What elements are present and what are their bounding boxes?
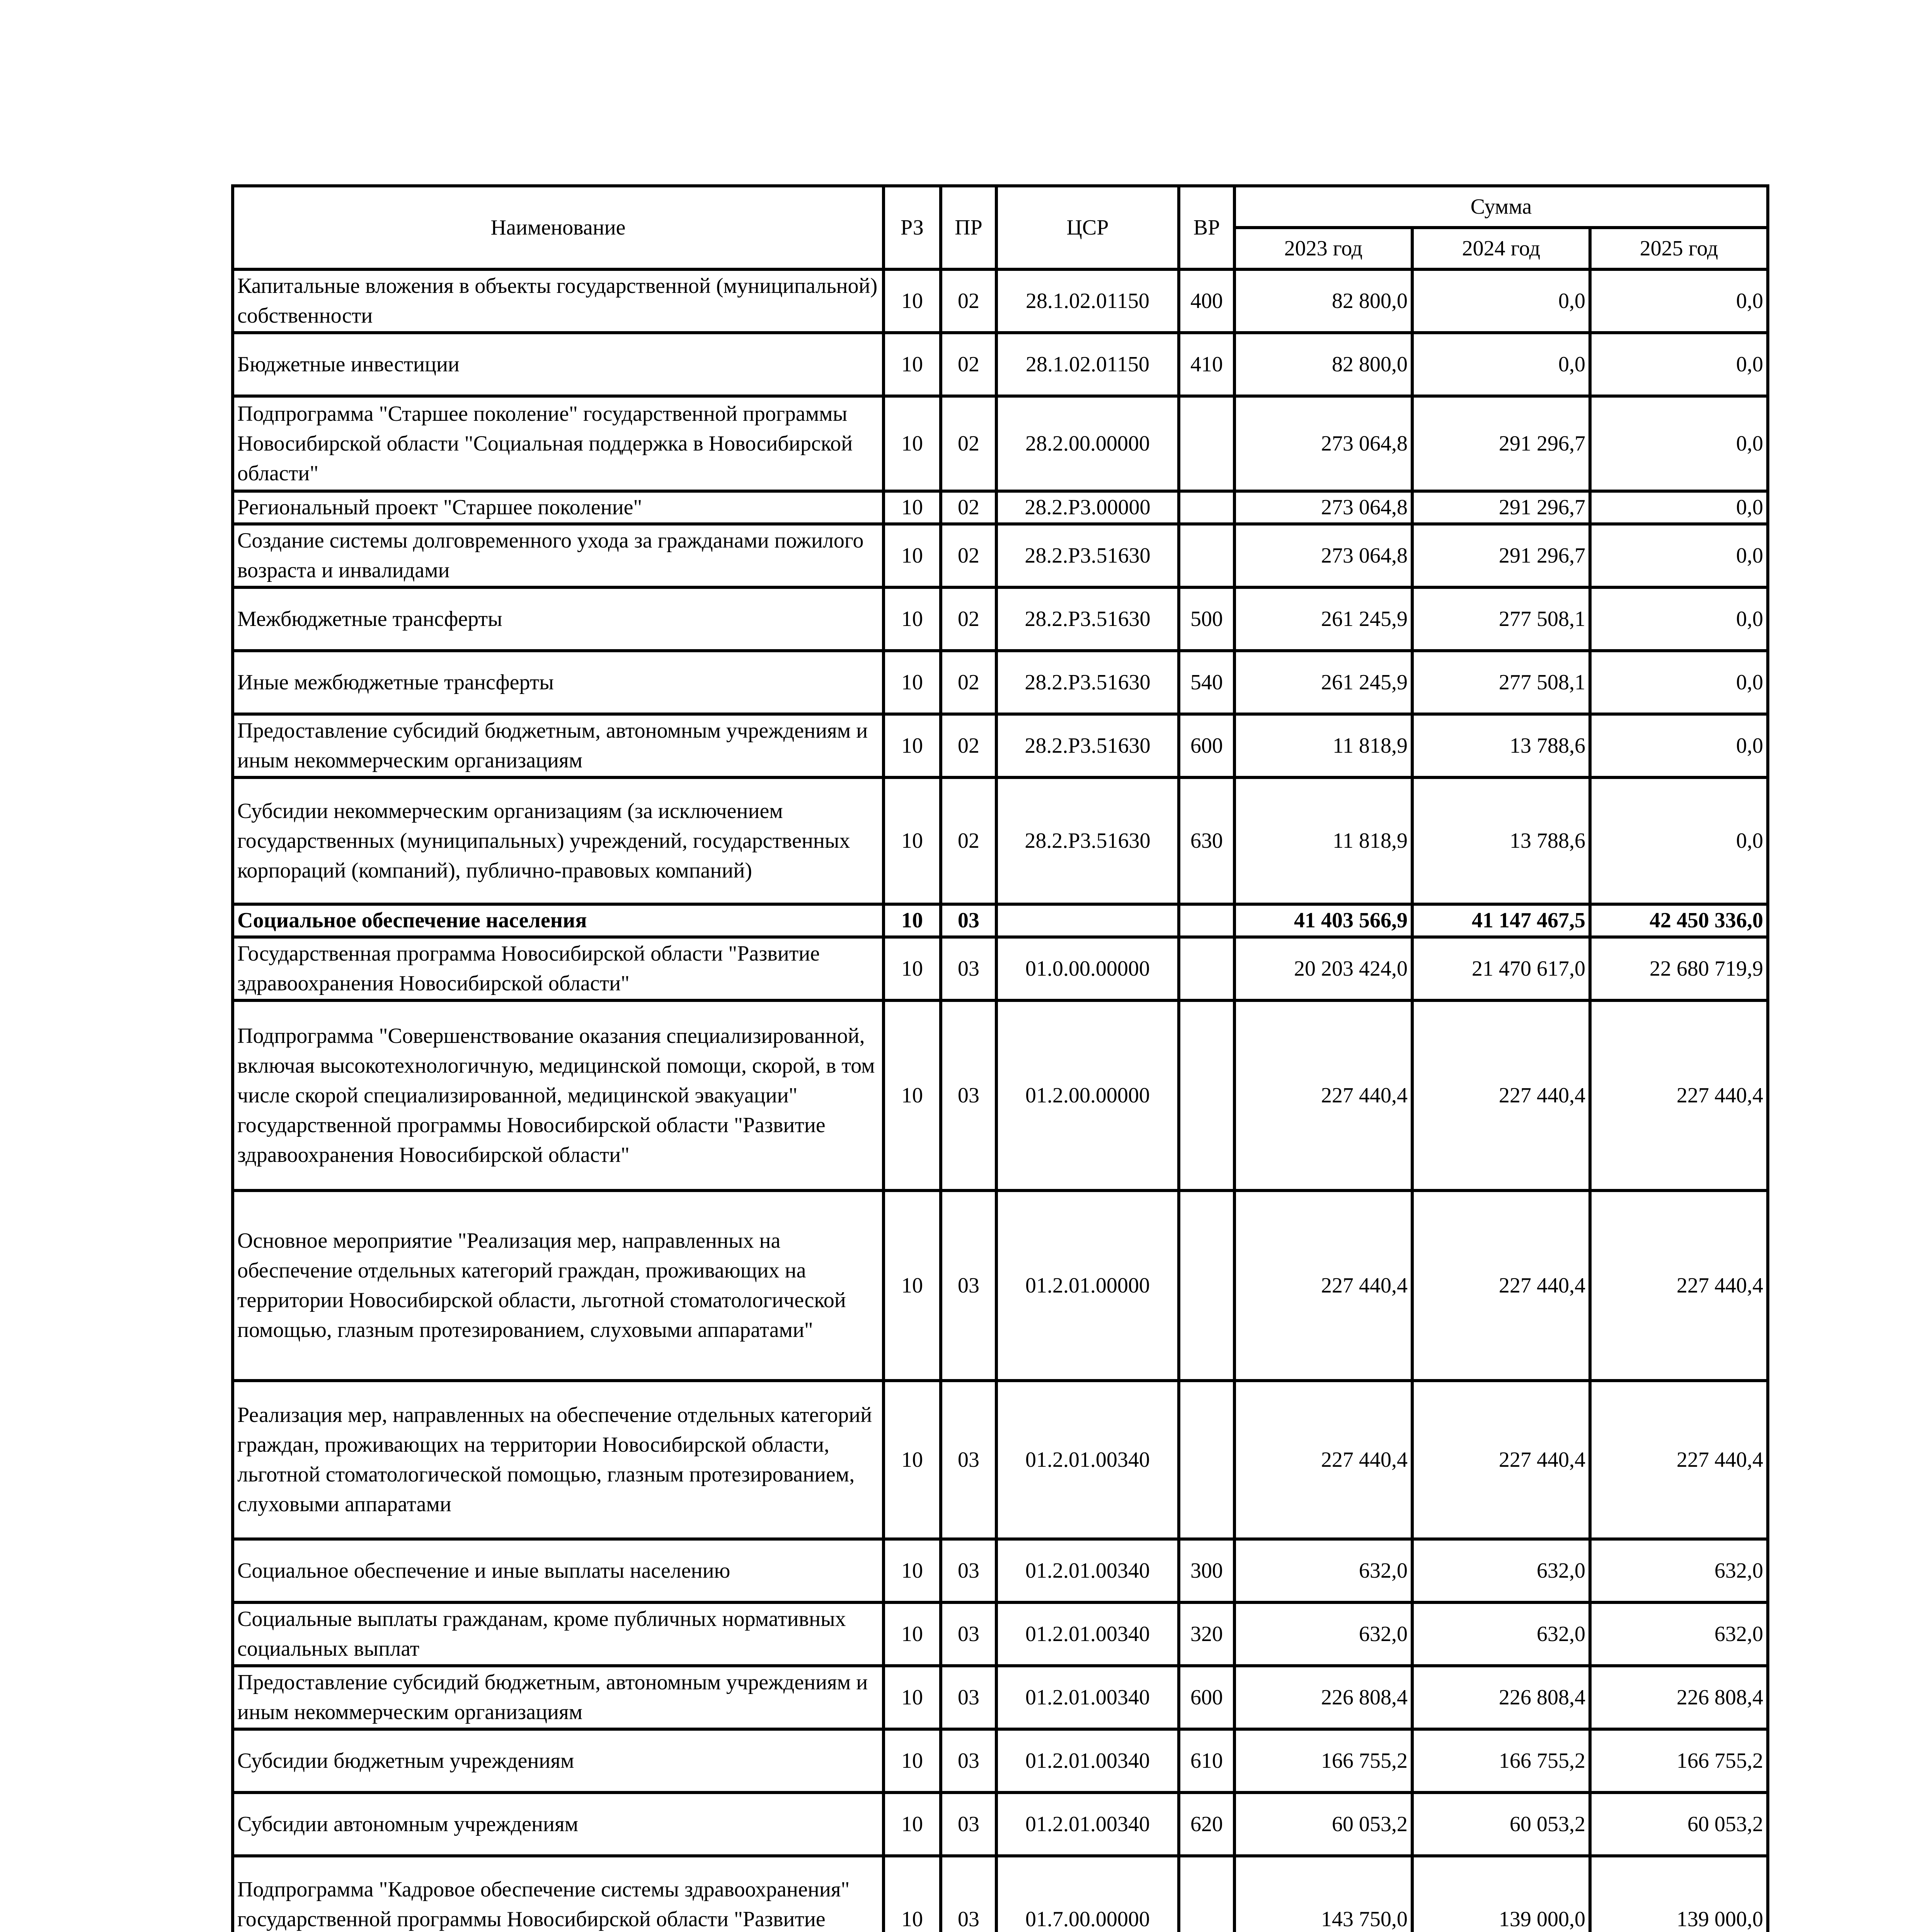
row-rz: 10 <box>884 587 941 651</box>
row-vr: 540 <box>1179 651 1234 714</box>
row-sum-2023: 227 440,4 <box>1234 1190 1412 1381</box>
table-row <box>233 1190 1768 1381</box>
row-pr: 03 <box>941 1602 996 1666</box>
row-name: Социальное обеспечение населения <box>233 904 884 937</box>
row-csr: 01.2.01.00340 <box>996 1666 1179 1729</box>
row-rz: 10 <box>884 269 941 333</box>
row-vr: 320 <box>1179 1602 1234 1666</box>
row-rz: 10 <box>884 714 941 777</box>
row-csr: 01.2.00.00000 <box>996 1000 1179 1190</box>
row-sum-2025: 0,0 <box>1590 651 1768 714</box>
row-name: Подпрограмма "Кадровое обеспечение системы здравоохранения" государственной программы Новосибирской области "Развитие <box>233 1856 884 1932</box>
table-row <box>233 1602 1768 1666</box>
row-sum-2025: 0,0 <box>1590 587 1768 651</box>
row-sum-2024: 139 000,0 <box>1412 1856 1590 1932</box>
table-row <box>233 1000 1768 1190</box>
row-name: Основное мероприятие "Реализация мер, направленных на обеспечение отдельных категорий граждан, проживающих на территории Новосибирской области, льготной стоматологической помощью, глазным протезированием, слуховыми аппаратами" <box>233 1190 884 1381</box>
table-row <box>233 1856 1768 1932</box>
table-row <box>233 1793 1768 1856</box>
row-sum-2023: 82 800,0 <box>1234 333 1412 396</box>
row-sum-2025: 0,0 <box>1590 524 1768 587</box>
row-sum-2024: 632,0 <box>1412 1539 1590 1602</box>
row-pr: 03 <box>941 1793 996 1856</box>
row-csr: 01.0.00.00000 <box>996 937 1179 1000</box>
row-vr <box>1179 491 1234 524</box>
row-name: Социальные выплаты гражданам, кроме публичных нормативных социальных выплат <box>233 1602 884 1666</box>
row-sum-2023: 166 755,2 <box>1234 1729 1412 1793</box>
row-sum-2024: 21 470 617,0 <box>1412 937 1590 1000</box>
row-name: Иные межбюджетные трансферты <box>233 651 884 714</box>
row-pr: 03 <box>941 1190 996 1381</box>
row-pr: 02 <box>941 269 996 333</box>
row-pr: 03 <box>941 1381 996 1539</box>
row-rz: 10 <box>884 651 941 714</box>
row-sum-2024: 277 508,1 <box>1412 587 1590 651</box>
row-sum-2025: 139 000,0 <box>1590 1856 1768 1932</box>
row-sum-2024: 291 296,7 <box>1412 524 1590 587</box>
row-csr: 01.7.00.00000 <box>996 1856 1179 1932</box>
row-pr: 03 <box>941 1729 996 1793</box>
table-row <box>233 396 1768 491</box>
row-sum-2025: 0,0 <box>1590 333 1768 396</box>
row-sum-2023: 261 245,9 <box>1234 651 1412 714</box>
row-vr: 500 <box>1179 587 1234 651</box>
row-pr: 02 <box>941 587 996 651</box>
row-csr: 28.2.00.00000 <box>996 396 1179 491</box>
row-pr: 02 <box>941 396 996 491</box>
table-header <box>233 186 1768 269</box>
row-csr: 01.2.01.00340 <box>996 1381 1179 1539</box>
row-pr: 02 <box>941 524 996 587</box>
header-year-2025: 2025 год <box>1590 228 1768 269</box>
row-rz: 10 <box>884 1602 941 1666</box>
row-sum-2023: 273 064,8 <box>1234 524 1412 587</box>
row-vr <box>1179 1000 1234 1190</box>
row-vr <box>1179 524 1234 587</box>
row-name: Государственная программа Новосибирской области "Развитие здравоохранения Новосибирской области" <box>233 937 884 1000</box>
row-vr <box>1179 904 1234 937</box>
table-row <box>233 333 1768 396</box>
row-sum-2024: 291 296,7 <box>1412 491 1590 524</box>
row-csr: 01.2.01.00340 <box>996 1602 1179 1666</box>
row-pr: 03 <box>941 1856 996 1932</box>
row-csr: 01.2.01.00340 <box>996 1793 1179 1856</box>
row-sum-2023: 82 800,0 <box>1234 269 1412 333</box>
row-name: Бюджетные инвестиции <box>233 333 884 396</box>
row-vr: 610 <box>1179 1729 1234 1793</box>
row-rz: 10 <box>884 396 941 491</box>
row-sum-2025: 166 755,2 <box>1590 1729 1768 1793</box>
row-sum-2024: 632,0 <box>1412 1602 1590 1666</box>
row-name: Предоставление субсидий бюджетным, автономным учреждениям и иным некоммерческим организациям <box>233 1666 884 1729</box>
row-sum-2025: 60 053,2 <box>1590 1793 1768 1856</box>
row-sum-2023: 227 440,4 <box>1234 1000 1412 1190</box>
row-name: Субсидии бюджетным учреждениям <box>233 1729 884 1793</box>
row-csr: 01.2.01.00340 <box>996 1539 1179 1602</box>
header-csr: ЦСР <box>996 186 1179 269</box>
row-sum-2023: 273 064,8 <box>1234 396 1412 491</box>
table-row <box>233 937 1768 1000</box>
table-row <box>233 1381 1768 1539</box>
row-name: Капитальные вложения в объекты государственной (муниципальной) собственности <box>233 269 884 333</box>
row-csr: 28.2.P3.00000 <box>996 491 1179 524</box>
row-csr: 28.2.P3.51630 <box>996 651 1179 714</box>
row-sum-2023: 41 403 566,9 <box>1234 904 1412 937</box>
row-sum-2024: 227 440,4 <box>1412 1000 1590 1190</box>
row-csr: 28.1.02.01150 <box>996 269 1179 333</box>
row-rz: 10 <box>884 333 941 396</box>
row-vr <box>1179 1190 1234 1381</box>
row-name: Субсидии некоммерческим организациям (за исключением государственных (муниципальных) учреждений, государственных корпораций (компаний), публично-правовых компаний) <box>233 777 884 904</box>
row-sum-2024: 13 788,6 <box>1412 777 1590 904</box>
row-sum-2024: 291 296,7 <box>1412 396 1590 491</box>
row-rz: 10 <box>884 491 941 524</box>
row-csr: 01.2.01.00000 <box>996 1190 1179 1381</box>
row-sum-2025: 0,0 <box>1590 491 1768 524</box>
table-row <box>233 904 1768 937</box>
row-vr <box>1179 396 1234 491</box>
budget-table <box>231 184 1769 1932</box>
row-vr: 400 <box>1179 269 1234 333</box>
header-name: Наименование <box>233 186 884 269</box>
header-pr: ПР <box>941 186 996 269</box>
row-name: Предоставление субсидий бюджетным, автономным учреждениям и иным некоммерческим организациям <box>233 714 884 777</box>
row-sum-2024: 166 755,2 <box>1412 1729 1590 1793</box>
row-sum-2023: 273 064,8 <box>1234 491 1412 524</box>
row-sum-2023: 632,0 <box>1234 1539 1412 1602</box>
row-sum-2024: 227 440,4 <box>1412 1381 1590 1539</box>
row-pr: 03 <box>941 1539 996 1602</box>
table-row <box>233 269 1768 333</box>
row-pr: 02 <box>941 491 996 524</box>
row-pr: 03 <box>941 1666 996 1729</box>
row-sum-2025: 226 808,4 <box>1590 1666 1768 1729</box>
row-csr: 28.2.P3.51630 <box>996 524 1179 587</box>
row-vr <box>1179 937 1234 1000</box>
table-row <box>233 1666 1768 1729</box>
row-sum-2025: 0,0 <box>1590 714 1768 777</box>
row-vr: 600 <box>1179 1666 1234 1729</box>
row-sum-2024: 13 788,6 <box>1412 714 1590 777</box>
row-sum-2025: 0,0 <box>1590 269 1768 333</box>
row-vr: 630 <box>1179 777 1234 904</box>
table-row <box>233 524 1768 587</box>
row-sum-2024: 227 440,4 <box>1412 1190 1590 1381</box>
row-sum-2023: 11 818,9 <box>1234 714 1412 777</box>
row-csr: 28.2.P3.51630 <box>996 587 1179 651</box>
row-sum-2023: 20 203 424,0 <box>1234 937 1412 1000</box>
row-name: Региональный проект "Старшее поколение" <box>233 491 884 524</box>
row-rz: 10 <box>884 1539 941 1602</box>
row-pr: 03 <box>941 1000 996 1190</box>
table-row <box>233 714 1768 777</box>
row-csr: 28.2.P3.51630 <box>996 777 1179 904</box>
row-sum-2025: 227 440,4 <box>1590 1190 1768 1381</box>
header-vr: ВР <box>1179 186 1234 269</box>
row-name: Социальное обеспечение и иные выплаты населению <box>233 1539 884 1602</box>
header-rz: РЗ <box>884 186 941 269</box>
row-name: Подпрограмма "Совершенствование оказания специализированной, включая высокотехнологичную, медицинской помощи, скорой, в том числе скорой специализированной, медицинской эвакуации" государственной программы Новосибирской области "Развитие здравоохранения Новосибирской области" <box>233 1000 884 1190</box>
row-name: Подпрограмма "Старшее поколение" государственной программы Новосибирской области "Социальная поддержка в Новосибирской области" <box>233 396 884 491</box>
row-pr: 03 <box>941 904 996 937</box>
row-pr: 02 <box>941 714 996 777</box>
row-sum-2025: 632,0 <box>1590 1539 1768 1602</box>
table-row <box>233 1539 1768 1602</box>
row-sum-2025: 227 440,4 <box>1590 1000 1768 1190</box>
row-sum-2025: 227 440,4 <box>1590 1381 1768 1539</box>
table-row <box>233 491 1768 524</box>
row-sum-2023: 143 750,0 <box>1234 1856 1412 1932</box>
row-sum-2024: 226 808,4 <box>1412 1666 1590 1729</box>
row-sum-2025: 0,0 <box>1590 396 1768 491</box>
row-csr <box>996 904 1179 937</box>
row-csr: 28.1.02.01150 <box>996 333 1179 396</box>
row-rz: 10 <box>884 904 941 937</box>
header-row-top <box>233 186 1768 228</box>
row-rz: 10 <box>884 1000 941 1190</box>
row-sum-2024: 0,0 <box>1412 269 1590 333</box>
row-pr: 02 <box>941 777 996 904</box>
row-rz: 10 <box>884 524 941 587</box>
row-sum-2023: 632,0 <box>1234 1602 1412 1666</box>
row-vr: 600 <box>1179 714 1234 777</box>
row-pr: 03 <box>941 937 996 1000</box>
row-vr <box>1179 1856 1234 1932</box>
table-body <box>233 269 1768 1932</box>
row-name: Субсидии автономным учреждениям <box>233 1793 884 1856</box>
row-sum-2024: 60 053,2 <box>1412 1793 1590 1856</box>
row-csr: 01.2.01.00340 <box>996 1729 1179 1793</box>
row-sum-2023: 11 818,9 <box>1234 777 1412 904</box>
row-rz: 10 <box>884 1856 941 1932</box>
row-sum-2024: 277 508,1 <box>1412 651 1590 714</box>
row-sum-2025: 42 450 336,0 <box>1590 904 1768 937</box>
table-row <box>233 651 1768 714</box>
table-row <box>233 587 1768 651</box>
row-sum-2024: 41 147 467,5 <box>1412 904 1590 937</box>
table-row <box>233 1729 1768 1793</box>
row-name: Межбюджетные трансферты <box>233 587 884 651</box>
header-year-2024: 2024 год <box>1412 228 1590 269</box>
table-row <box>233 777 1768 904</box>
row-sum-2025: 22 680 719,9 <box>1590 937 1768 1000</box>
row-vr <box>1179 1381 1234 1539</box>
row-vr: 300 <box>1179 1539 1234 1602</box>
row-vr: 620 <box>1179 1793 1234 1856</box>
row-rz: 10 <box>884 1793 941 1856</box>
row-vr: 410 <box>1179 333 1234 396</box>
row-sum-2025: 632,0 <box>1590 1602 1768 1666</box>
row-sum-2023: 226 808,4 <box>1234 1666 1412 1729</box>
row-sum-2023: 60 053,2 <box>1234 1793 1412 1856</box>
row-pr: 02 <box>941 651 996 714</box>
row-rz: 10 <box>884 777 941 904</box>
row-sum-2023: 261 245,9 <box>1234 587 1412 651</box>
row-rz: 10 <box>884 1729 941 1793</box>
row-rz: 10 <box>884 1381 941 1539</box>
row-rz: 10 <box>884 1666 941 1729</box>
row-sum-2025: 0,0 <box>1590 777 1768 904</box>
row-sum-2023: 227 440,4 <box>1234 1381 1412 1539</box>
row-rz: 10 <box>884 937 941 1000</box>
row-name: Реализация мер, направленных на обеспечение отдельных категорий граждан, проживающих на территории Новосибирской области, льготной стоматологической помощью, глазным протезированием, слуховыми аппаратами <box>233 1381 884 1539</box>
header-sum: Сумма <box>1234 186 1768 228</box>
row-rz: 10 <box>884 1190 941 1381</box>
row-pr: 02 <box>941 333 996 396</box>
row-name: Создание системы долговременного ухода за гражданами пожилого возраста и инвалидами <box>233 524 884 587</box>
row-csr: 28.2.P3.51630 <box>996 714 1179 777</box>
row-sum-2024: 0,0 <box>1412 333 1590 396</box>
header-year-2023: 2023 год <box>1234 228 1412 269</box>
